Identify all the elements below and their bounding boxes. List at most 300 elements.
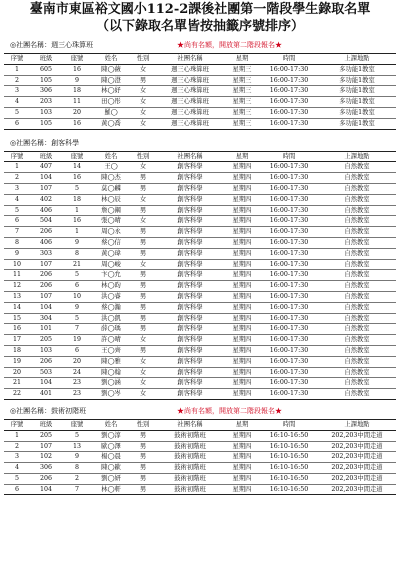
table-cell: 女: [130, 118, 156, 129]
table-header-row: [4, 151, 396, 162]
table-cell: 102: [30, 452, 62, 463]
table-cell: 16:00-17:30: [260, 194, 318, 205]
table-row: [4, 313, 396, 324]
table-cell: 星期四: [224, 345, 260, 356]
table-cell: 406: [30, 205, 62, 216]
column-header: 序號: [4, 419, 30, 430]
table-cell: 3: [4, 86, 30, 97]
table-row: [4, 345, 396, 356]
table-cell: 張◯晴: [92, 216, 130, 227]
table-cell: 5: [62, 270, 92, 281]
table-cell: 自然教室: [318, 389, 396, 400]
table-cell: 20: [62, 356, 92, 367]
vacancy-note: ★尚有名額，開放第二階段報名★: [177, 41, 282, 49]
table-row: [4, 452, 396, 463]
table-cell: 401: [30, 389, 62, 400]
table-cell: 16:10-16:50: [260, 441, 318, 452]
table-cell: 創客科學: [156, 194, 224, 205]
column-header: 社團名稱: [156, 419, 224, 430]
table-cell: 星期四: [224, 205, 260, 216]
column-header: 性別: [130, 151, 156, 162]
table-cell: 田◯彤: [92, 97, 130, 108]
table-cell: 星期四: [224, 313, 260, 324]
table-cell: 女: [130, 162, 156, 173]
table-cell: 星期三: [224, 107, 260, 118]
table-cell: 5: [62, 430, 92, 441]
table-cell: 16:00-17:30: [260, 313, 318, 324]
table-cell: 星期四: [224, 335, 260, 346]
table-cell: 504: [30, 216, 62, 227]
table-cell: 女: [130, 259, 156, 270]
table-cell: 306: [30, 86, 62, 97]
table-cell: 自然教室: [318, 205, 396, 216]
table-cell: 20: [62, 107, 92, 118]
column-header: 姓名: [92, 151, 130, 162]
table-cell: 星期四: [224, 324, 260, 335]
table-cell: 女: [130, 356, 156, 367]
table-cell: 20: [4, 367, 30, 378]
table-cell: 107: [30, 183, 62, 194]
table-row: [4, 291, 396, 302]
table-row: [4, 463, 396, 474]
table-cell: 林◯軒: [92, 484, 130, 495]
table-cell: 16: [4, 324, 30, 335]
table-cell: 創客科學: [156, 313, 224, 324]
table-cell: 13: [62, 441, 92, 452]
table-cell: 9: [62, 75, 92, 86]
table-cell: 陳◯歐: [92, 463, 130, 474]
table-cell: 自然教室: [318, 270, 396, 281]
table-cell: 自然教室: [318, 216, 396, 227]
table-cell: 2: [4, 441, 30, 452]
table-cell: 206: [30, 270, 62, 281]
table-cell: 鼓術初階班: [156, 441, 224, 452]
table-cell: 104: [30, 378, 62, 389]
table-cell: 週三心珠算班: [156, 64, 224, 75]
table-cell: 星期四: [224, 484, 260, 495]
sections-container: [4, 38, 396, 495]
column-header: 姓名: [92, 54, 130, 65]
table-cell: 22: [4, 389, 30, 400]
table-cell: 男: [130, 75, 156, 86]
table-cell: 創客科學: [156, 367, 224, 378]
table-row: [4, 162, 396, 173]
table-cell: 18: [62, 86, 92, 97]
table-cell: 週三心珠算班: [156, 86, 224, 97]
table-cell: 5: [4, 107, 30, 118]
table-cell: 16:00-17:30: [260, 75, 318, 86]
table-cell: 8: [4, 237, 30, 248]
table-cell: 202,203中間走道: [318, 430, 396, 441]
table-cell: 星期四: [224, 216, 260, 227]
table-cell: 1: [4, 64, 30, 75]
table-cell: 7: [62, 324, 92, 335]
table-cell: 星期三: [224, 97, 260, 108]
column-header: 班級: [30, 151, 62, 162]
table-cell: 18: [4, 345, 30, 356]
table-cell: 歐◯澤: [92, 441, 130, 452]
table-cell: 星期四: [224, 291, 260, 302]
table-cell: 203: [30, 97, 62, 108]
table-row: [4, 118, 396, 129]
table-cell: 16:00-17:30: [260, 205, 318, 216]
table-cell: 407: [30, 162, 62, 173]
table-cell: 星期四: [224, 194, 260, 205]
table-cell: 202,203中間走道: [318, 463, 396, 474]
table-cell: 16:00-17:30: [260, 389, 318, 400]
table-cell: 男: [130, 205, 156, 216]
table-cell: 多功能1教室: [318, 107, 396, 118]
table-cell: 605: [30, 64, 62, 75]
table-row: [4, 216, 396, 227]
table-cell: 16:00-17:30: [260, 367, 318, 378]
table-cell: 星期四: [224, 183, 260, 194]
table-cell: 5: [4, 205, 30, 216]
table-cell: 創客科學: [156, 378, 224, 389]
column-header: 性別: [130, 419, 156, 430]
table-cell: 男: [130, 248, 156, 259]
table-cell: 劉◯涵: [92, 378, 130, 389]
table-cell: 詹◯鋼: [92, 205, 130, 216]
table-cell: 19: [4, 356, 30, 367]
table-cell: 女: [130, 97, 156, 108]
table-cell: 創客科學: [156, 270, 224, 281]
table-cell: 星期四: [224, 389, 260, 400]
table-cell: 16:00-17:30: [260, 183, 318, 194]
table-cell: 10: [4, 259, 30, 270]
table-cell: 16:00-17:30: [260, 345, 318, 356]
table-cell: 自然教室: [318, 345, 396, 356]
table-cell: 1: [4, 162, 30, 173]
table-cell: 16:00-17:30: [260, 162, 318, 173]
table-cell: 自然教室: [318, 183, 396, 194]
table-cell: 男: [130, 430, 156, 441]
table-cell: 星期四: [224, 356, 260, 367]
table-cell: 6: [4, 216, 30, 227]
table-cell: 16:00-17:30: [260, 281, 318, 292]
table-cell: 創客科學: [156, 216, 224, 227]
table-cell: 1: [62, 205, 92, 216]
table-cell: 星期四: [224, 259, 260, 270]
table-cell: 週三心珠算班: [156, 118, 224, 129]
table-cell: 16:00-17:30: [260, 216, 318, 227]
table-cell: 11: [62, 97, 92, 108]
table-cell: 16:00-17:30: [260, 237, 318, 248]
table-cell: 202,203中間走道: [318, 441, 396, 452]
table-row: [4, 441, 396, 452]
table-row: [4, 378, 396, 389]
table-cell: 多功能1教室: [318, 97, 396, 108]
vacancy-note: ★尚有名額，開放第二階段報名★: [177, 406, 282, 415]
table-cell: 創客科學: [156, 259, 224, 270]
table-cell: 星期四: [224, 473, 260, 484]
table-cell: 9: [4, 248, 30, 259]
table-row: [4, 259, 396, 270]
table-cell: 自然教室: [318, 302, 396, 313]
club-section: [4, 136, 396, 404]
table-cell: 自然教室: [318, 313, 396, 324]
table-cell: 女: [130, 367, 156, 378]
club-name: ◎社團名稱：創客科學: [10, 138, 80, 147]
table-cell: 206: [30, 473, 62, 484]
table-cell: 星期四: [224, 367, 260, 378]
table-cell: 205: [30, 430, 62, 441]
table-cell: 自然教室: [318, 227, 396, 238]
table-cell: 女: [130, 389, 156, 400]
table-cell: 16:10-16:50: [260, 473, 318, 484]
table-cell: 16: [62, 118, 92, 129]
table-cell: 3: [4, 183, 30, 194]
table-cell: 創客科學: [156, 291, 224, 302]
table-cell: 8: [62, 463, 92, 474]
table-cell: 男: [130, 452, 156, 463]
table-cell: 週三心珠算班: [156, 107, 224, 118]
table-cell: 創客科學: [156, 183, 224, 194]
table-cell: 14: [62, 162, 92, 173]
table-cell: 男: [130, 313, 156, 324]
table-cell: 16:00-17:30: [260, 378, 318, 389]
table-cell: 2: [4, 75, 30, 86]
table-cell: 16:00-17:30: [260, 291, 318, 302]
table-cell: 陳◯杰: [92, 173, 130, 184]
table-row: [4, 237, 396, 248]
table-cell: 女: [130, 86, 156, 97]
table-cell: 劉◯淳: [92, 430, 130, 441]
column-header: 班級: [30, 419, 62, 430]
table-cell: 5: [4, 473, 30, 484]
table-cell: 星期三: [224, 64, 260, 75]
table-row: [4, 302, 396, 313]
table-row: [4, 473, 396, 484]
table-cell: 楊◯晨: [92, 452, 130, 463]
table-cell: 402: [30, 194, 62, 205]
table-cell: 9: [62, 302, 92, 313]
table-cell: 21: [4, 378, 30, 389]
table-cell: 4: [4, 463, 30, 474]
table-cell: 16:00-17:30: [260, 259, 318, 270]
table-cell: 202,203中間走道: [318, 484, 396, 495]
table-cell: 薛◯瑀: [92, 324, 130, 335]
table-cell: 男: [130, 345, 156, 356]
table-cell: 劉◯妍: [92, 473, 130, 484]
table-cell: 林◯辰: [92, 194, 130, 205]
table-cell: 星期四: [224, 281, 260, 292]
table-cell: 星期四: [224, 237, 260, 248]
table-cell: 7: [62, 484, 92, 495]
table-cell: 306: [30, 463, 62, 474]
table-cell: 自然教室: [318, 259, 396, 270]
table-cell: 星期四: [224, 270, 260, 281]
table-cell: 自然教室: [318, 162, 396, 173]
table-cell: 多功能1教室: [318, 86, 396, 97]
table-cell: 星期四: [224, 173, 260, 184]
table-cell: 女: [130, 378, 156, 389]
table-cell: 星期四: [224, 430, 260, 441]
table-cell: 2: [62, 473, 92, 484]
table-row: [4, 173, 396, 184]
table-cell: 16:00-17:30: [260, 324, 318, 335]
table-cell: 107: [30, 259, 62, 270]
table-row: [4, 430, 396, 441]
table-cell: 14: [4, 302, 30, 313]
table-cell: 16:00-17:30: [260, 356, 318, 367]
table-cell: 洪◯睿: [92, 291, 130, 302]
table-cell: 18: [62, 194, 92, 205]
column-header: 上課地點: [318, 419, 396, 430]
table-cell: 16:00-17:30: [260, 302, 318, 313]
club-name: ◎社團名稱：鼓術初階班: [10, 406, 87, 415]
table-cell: 星期三: [224, 118, 260, 129]
column-header: 社團名稱: [156, 151, 224, 162]
document-title: 臺南市東區裕文國小112-2課後社團第一階段學生錄取名單: [29, 2, 371, 17]
table-cell: 創客科學: [156, 237, 224, 248]
table-cell: 自然教室: [318, 378, 396, 389]
table-cell: 自然教室: [318, 367, 396, 378]
table-cell: 202,203中間走道: [318, 452, 396, 463]
table-cell: 304: [30, 313, 62, 324]
table-cell: 創客科學: [156, 389, 224, 400]
section-header: [4, 404, 396, 419]
column-header: 時間: [260, 419, 318, 430]
table-cell: 6: [4, 118, 30, 129]
table-cell: 9: [62, 452, 92, 463]
table-cell: 周◯峻: [92, 259, 130, 270]
table-cell: 卞◯允: [92, 270, 130, 281]
table-cell: 6: [4, 484, 30, 495]
table-cell: 男: [130, 281, 156, 292]
table-cell: 自然教室: [318, 248, 396, 259]
table-cell: 4: [4, 97, 30, 108]
table-cell: 406: [30, 237, 62, 248]
table-cell: 105: [30, 118, 62, 129]
column-header: 上課地點: [318, 54, 396, 65]
table-cell: 星期四: [224, 162, 260, 173]
table-cell: 星期四: [224, 463, 260, 474]
table-cell: 創客科學: [156, 173, 224, 184]
table-cell: 3: [4, 452, 30, 463]
table-cell: 202,203中間走道: [318, 473, 396, 484]
table-cell: 15: [4, 313, 30, 324]
table-cell: 16: [62, 216, 92, 227]
table-cell: 104: [30, 173, 62, 184]
table-row: [4, 356, 396, 367]
column-header: 性別: [130, 54, 156, 65]
table-cell: 16:00-17:30: [260, 173, 318, 184]
column-header: 社團名稱: [156, 54, 224, 65]
table-cell: 鼓術初階班: [156, 484, 224, 495]
table-cell: 自然教室: [318, 324, 396, 335]
table-cell: 8: [62, 248, 92, 259]
table-cell: 自然教室: [318, 237, 396, 248]
table-cell: 5: [62, 183, 92, 194]
table-cell: 男: [130, 173, 156, 184]
table-cell: 104: [30, 302, 62, 313]
column-header: 時間: [260, 54, 318, 65]
table-cell: 16:00-17:30: [260, 64, 318, 75]
table-cell: 陳◯雅: [92, 356, 130, 367]
column-header: 上課地點: [318, 151, 396, 162]
table-cell: 許◯晴: [92, 335, 130, 346]
table-cell: 黃◯喬: [92, 118, 130, 129]
table-cell: 男: [130, 227, 156, 238]
table-cell: 星期四: [224, 248, 260, 259]
table-cell: 星期四: [224, 441, 260, 452]
table-cell: 205: [30, 335, 62, 346]
table-cell: 105: [30, 75, 62, 86]
column-header: 時間: [260, 151, 318, 162]
table-cell: 16:00-17:30: [260, 118, 318, 129]
table-cell: 男: [130, 324, 156, 335]
table-cell: 創客科學: [156, 302, 224, 313]
table-cell: 16:10-16:50: [260, 463, 318, 474]
table-cell: 自然教室: [318, 291, 396, 302]
table-cell: 星期四: [224, 378, 260, 389]
table-cell: 男: [130, 441, 156, 452]
table-cell: 星期三: [224, 75, 260, 86]
table-cell: 創客科學: [156, 281, 224, 292]
table-cell: 自然教室: [318, 194, 396, 205]
table-cell: 16:00-17:30: [260, 248, 318, 259]
table-cell: 自然教室: [318, 335, 396, 346]
table-cell: 13: [4, 291, 30, 302]
table-cell: 10: [62, 291, 92, 302]
table-cell: 女: [130, 64, 156, 75]
table-cell: 男: [130, 183, 156, 194]
column-header: 星期: [224, 419, 260, 430]
table-row: [4, 324, 396, 335]
table-cell: 5: [62, 313, 92, 324]
table-cell: 206: [30, 356, 62, 367]
table-cell: 12: [4, 281, 30, 292]
table-cell: 206: [30, 281, 62, 292]
table-cell: 16: [62, 64, 92, 75]
table-cell: 週三心珠算班: [156, 75, 224, 86]
table-cell: 莫◯麟: [92, 183, 130, 194]
table-cell: 星期四: [224, 302, 260, 313]
table-row: [4, 75, 396, 86]
table-cell: 19: [62, 335, 92, 346]
table-row: [4, 107, 396, 118]
table-cell: 107: [30, 291, 62, 302]
table-cell: 王◯齊: [92, 345, 130, 356]
column-header: 座號: [62, 419, 92, 430]
column-header: 序號: [4, 151, 30, 162]
table-cell: 創客科學: [156, 356, 224, 367]
table-row: [4, 484, 396, 495]
table-header-row: [4, 419, 396, 430]
table-cell: 周◯永: [92, 227, 130, 238]
section-header: [4, 38, 396, 53]
table-cell: 鼓術初階班: [156, 473, 224, 484]
table-cell: 自然教室: [318, 173, 396, 184]
table-cell: 21: [62, 259, 92, 270]
column-header: 姓名: [92, 419, 130, 430]
column-header: 星期: [224, 54, 260, 65]
table-cell: 自然教室: [318, 356, 396, 367]
club-name: ◎社團名稱：週三心珠算班: [10, 41, 94, 49]
table-cell: 女: [130, 194, 156, 205]
table-cell: 多功能1教室: [318, 64, 396, 75]
table-cell: 16:00-17:30: [260, 97, 318, 108]
table-cell: 16:00-17:30: [260, 270, 318, 281]
table-cell: 陳◯薇: [92, 64, 130, 75]
table-cell: 11: [4, 270, 30, 281]
table-cell: 多功能1教室: [318, 75, 396, 86]
table-cell: 王◯: [92, 162, 130, 173]
table-cell: 創客科學: [156, 335, 224, 346]
table-cell: 16:10-16:50: [260, 430, 318, 441]
table-cell: 星期四: [224, 227, 260, 238]
